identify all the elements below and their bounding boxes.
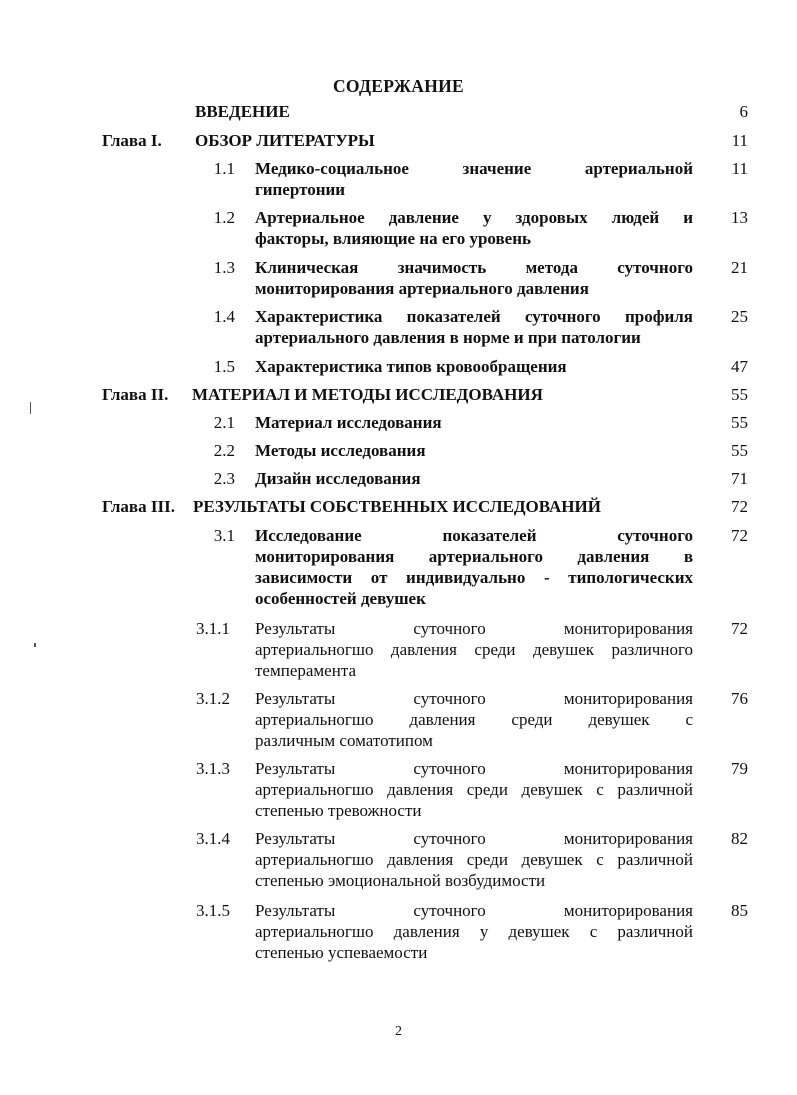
section-title: Материал исследования: [255, 413, 442, 432]
section-number: 1.4: [213, 307, 235, 326]
page-title: СОДЕРЖАНИЕ: [332, 76, 464, 96]
section-page: 21: [731, 258, 748, 277]
section-title: Медико-социальное значение артериальной гипертонии: [255, 159, 693, 199]
chapter-title: ОБЗОР ЛИТЕРАТУРЫ: [195, 131, 375, 150]
section-page: 13: [731, 208, 748, 227]
section-number: 1.3: [213, 258, 235, 277]
chapter-page: 72: [731, 497, 748, 516]
section-title: Характеристика типов кровообращения: [255, 357, 567, 376]
section-title: Результаты суточного мониторирования артериальногшо давления у девушек с различной степенью успеваемости: [255, 901, 693, 962]
chapter-label: Глава III.: [102, 497, 175, 516]
section-page: 71: [731, 469, 748, 488]
section-number: 2.3: [213, 469, 235, 488]
section-page: 85: [731, 901, 748, 920]
chapter-page: 55: [731, 385, 748, 404]
section-number: 3.1.3: [196, 759, 230, 778]
chapter-title: РЕЗУЛЬТАТЫ СОБСТВЕННЫХ ИССЛЕДОВАНИЙ: [193, 497, 601, 516]
page-number: 2: [395, 1024, 402, 1039]
section-page: 72: [731, 619, 748, 638]
section-number: 3.1.2: [196, 689, 230, 708]
section-number: 1.5: [213, 357, 235, 376]
section-number: 3.1: [213, 526, 235, 545]
scan-mark: [34, 643, 36, 647]
section-title: Клиническая значимость метода суточного мониторирования артериального давления: [255, 258, 693, 298]
chapter-page: 11: [731, 131, 748, 150]
intro-page: 6: [739, 102, 748, 121]
section-title: Дизайн исследования: [255, 469, 421, 488]
section-page: 79: [731, 759, 748, 778]
section-page: 11: [731, 159, 748, 178]
chapter-label: Глава II.: [102, 385, 169, 404]
intro-title: ВВЕДЕНИЕ: [195, 102, 290, 121]
section-title: Результаты суточного мониторирования артериальногшо давления среди девушек с различной степенью тревожности: [255, 759, 693, 820]
section-page: 25: [731, 307, 748, 326]
section-number: 3.1.5: [196, 901, 230, 920]
section-title: Результаты суточного мониторирования артериальногшо давления среди девушек различного темперамента: [255, 619, 693, 680]
section-page: 76: [731, 689, 748, 708]
section-title: Методы исследования: [255, 441, 426, 460]
chapter-title: МАТЕРИАЛ И МЕТОДЫ ИССЛЕДОВАНИЯ: [192, 385, 543, 404]
section-title: Результаты суточного мониторирования артериальногшо давления среди девушек с различной степенью эмоциональной возбудимости: [255, 829, 693, 890]
chapter-label: Глава I.: [102, 131, 162, 150]
section-number: 1.2: [213, 208, 235, 227]
scan-mark: [30, 402, 31, 414]
section-page: 72: [731, 526, 748, 545]
section-page: 82: [731, 829, 748, 848]
section-number: 2.1: [213, 413, 235, 432]
section-number: 3.1.1: [196, 619, 230, 638]
section-number: 1.1: [213, 159, 235, 178]
section-title: Результаты суточного мониторирования артериальногшо давления среди девушек с различным соматотипом: [255, 689, 693, 750]
section-title: Характеристика показателей суточного профиля артериального давления в норме и при патологии: [255, 307, 693, 347]
section-page: 55: [731, 413, 748, 432]
section-number: 2.2: [213, 441, 235, 460]
section-number: 3.1.4: [196, 829, 230, 848]
section-page: 47: [731, 357, 748, 376]
section-title: Исследование показателей суточного мониторирования артериального давления в зависимости от индивидуально - типологических особенностей девушек: [255, 526, 693, 608]
section-title: Артериальное давление у здоровых людей и факторы, влияющие на его уровень: [255, 208, 693, 248]
section-page: 55: [731, 441, 748, 460]
